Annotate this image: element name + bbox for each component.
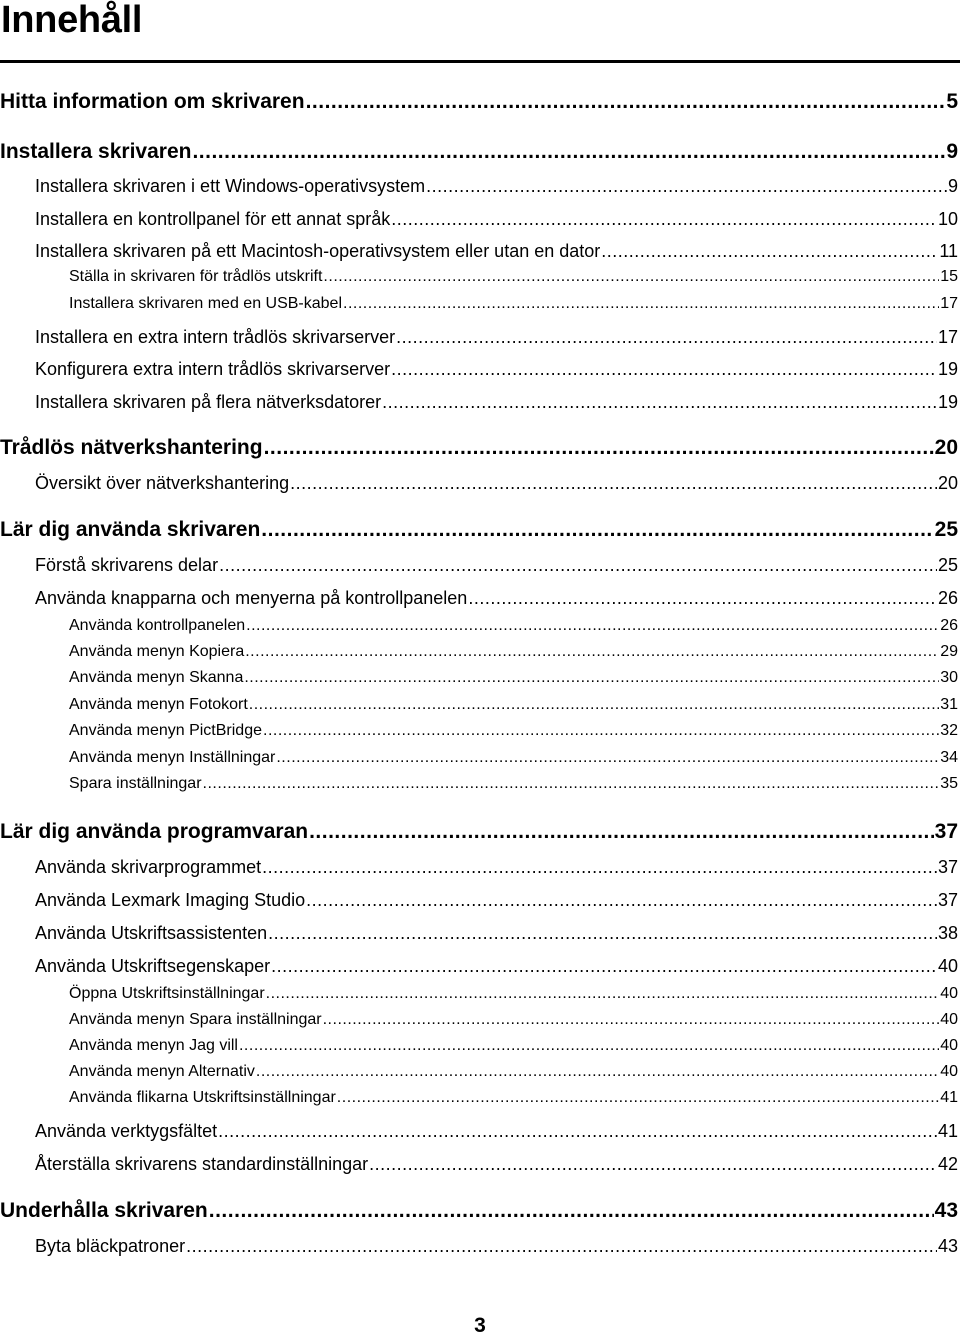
toc-dot-leader — [203, 772, 940, 796]
toc-dot-leader — [256, 1060, 939, 1084]
toc-entry-level-3[interactable] — [69, 1060, 958, 1084]
toc-entry-level-1[interactable] — [0, 138, 958, 166]
toc-entry-level-2[interactable] — [35, 1151, 958, 1177]
toc-dot-leader — [245, 640, 939, 664]
toc-entry-level-2[interactable] — [35, 887, 958, 913]
toc-dot-leader — [186, 1233, 937, 1259]
toc-entry-level-2[interactable] — [35, 585, 958, 611]
toc-dot-leader — [266, 982, 940, 1006]
toc-dot-leader — [306, 88, 946, 116]
toc-entry-page-number: 20 — [934, 436, 958, 459]
toc-entry-level-2[interactable] — [35, 324, 958, 350]
toc-dot-leader — [261, 516, 933, 544]
toc-dot-leader — [244, 666, 939, 690]
toc-entry-title: Använda menyn Fotokort — [69, 696, 248, 713]
toc-entry-level-3[interactable] — [69, 614, 958, 638]
toc-dot-leader — [306, 887, 937, 913]
page-number: 3 — [474, 1314, 486, 1337]
toc-entry-level-3[interactable] — [69, 982, 958, 1006]
toc-dot-leader — [382, 389, 937, 415]
toc-dot-leader — [246, 614, 939, 638]
toc-dot-leader — [323, 265, 939, 289]
toc-dot-leader — [426, 173, 947, 199]
toc-dot-leader — [601, 238, 938, 264]
toc-entry-title: Använda menyn Kopiera — [69, 643, 245, 660]
toc-entry-title: Använda Lexmark Imaging Studio — [35, 890, 306, 910]
toc-entry-level-2[interactable] — [35, 552, 958, 578]
toc-dot-leader — [239, 1034, 939, 1058]
toc-entry-level-3[interactable] — [69, 1086, 958, 1110]
toc-entry-title: Använda verktygsfältet — [35, 1121, 218, 1141]
toc-entry-level-3[interactable] — [69, 265, 958, 289]
toc-entry-level-2[interactable] — [35, 238, 958, 264]
toc-entry-title: Översikt över nätverkshantering — [35, 473, 290, 493]
toc-entry-level-2[interactable] — [35, 206, 958, 232]
toc-entry-level-2[interactable] — [35, 173, 958, 199]
toc-entry-page-number: 26 — [937, 588, 958, 608]
toc-entry-title: Använda knapparna och menyerna på kontrollpanelen — [35, 588, 468, 608]
toc-entry-page-number: 42 — [937, 1154, 958, 1174]
toc-entry-title: Installera skrivaren på flera nätverksdatorer — [35, 392, 382, 412]
toc-entry-page-number: 40 — [940, 1011, 958, 1028]
toc-entry-page-number: 19 — [937, 359, 958, 379]
toc-entry-page-number: 40 — [937, 956, 958, 976]
toc-entry-title: Installera en extra intern trådlös skrivarserver — [35, 327, 396, 347]
toc-entry-level-2[interactable] — [35, 1233, 958, 1259]
toc-entry-page-number: 41 — [940, 1089, 958, 1106]
toc-dot-leader — [264, 434, 934, 462]
toc-entry-title: Använda kontrollpanelen — [69, 617, 246, 634]
toc-dot-leader — [468, 585, 937, 611]
toc-entry-level-1[interactable] — [0, 516, 958, 544]
toc-entry-page-number: 17 — [937, 327, 958, 347]
toc-entry-page-number: 37 — [937, 857, 958, 877]
toc-entry-title: Lär dig använda programvaran — [0, 820, 309, 843]
toc-entry-level-3[interactable] — [69, 1008, 958, 1032]
toc-entry-level-2[interactable] — [35, 356, 958, 382]
toc-entry-title: Lär dig använda skrivaren — [0, 518, 261, 541]
toc-entry-title: Återställa skrivarens standardinställningar — [35, 1154, 369, 1174]
toc-entry-level-1[interactable] — [0, 1197, 958, 1225]
toc-entry-level-1[interactable] — [0, 434, 958, 462]
toc-entry-page-number: 17 — [940, 295, 958, 312]
toc-dot-leader — [391, 356, 937, 382]
toc-entry-page-number: 43 — [937, 1236, 958, 1256]
toc-dot-leader — [249, 693, 939, 717]
toc-entry-level-3[interactable] — [69, 666, 958, 690]
page-title: Innehåll — [1, 0, 143, 41]
toc-entry-page-number: 5 — [946, 90, 958, 113]
toc-entry-page-number: 40 — [940, 985, 958, 1002]
toc-entry-page-number: 15 — [940, 268, 958, 285]
toc-entry-level-3[interactable] — [69, 640, 958, 664]
toc-dot-leader — [309, 818, 934, 846]
toc-entry-title: Installera en kontrollpanel för ett annat språk — [35, 209, 391, 229]
toc-entry-page-number: 19 — [937, 392, 958, 412]
toc-entry-page-number: 9 — [947, 176, 958, 196]
toc-entry-title: Underhålla skrivaren — [0, 1199, 208, 1222]
toc-dot-leader — [218, 1118, 937, 1144]
toc-dot-leader — [209, 1197, 934, 1225]
toc-entry-title: Förstå skrivarens delar — [35, 555, 219, 575]
toc-entry-page-number: 31 — [940, 696, 958, 713]
toc-entry-page-number: 9 — [946, 140, 958, 163]
toc-entry-level-2[interactable] — [35, 920, 958, 946]
toc-entry-title: Använda menyn Skanna — [69, 669, 244, 686]
toc-entry-level-2[interactable] — [35, 470, 958, 496]
toc-entry-level-3[interactable] — [69, 1034, 958, 1058]
toc-entry-page-number: 20 — [937, 473, 958, 493]
toc-entry-title: Använda menyn Spara inställningar — [69, 1011, 322, 1028]
toc-entry-title: Trådlös nätverkshantering — [0, 436, 263, 459]
toc-dot-leader — [391, 206, 937, 232]
toc-entry-title: Byta bläckpatroner — [35, 1236, 186, 1256]
toc-entry-title: Använda menyn Inställningar — [69, 749, 276, 766]
toc-entry-title: Använda flikarna Utskriftsinställningar — [69, 1089, 336, 1106]
toc-entry-title: Installera skrivaren på ett Macintosh-operativsystem eller utan en dator — [35, 241, 601, 261]
toc-entry-level-3[interactable] — [69, 772, 958, 796]
toc-dot-leader — [343, 292, 939, 316]
toc-entry-title: Använda Utskriftsassistenten — [35, 923, 268, 943]
toc-entry-page-number: 34 — [940, 749, 958, 766]
toc-entry-level-3[interactable] — [69, 746, 958, 770]
toc-entry-title: Använda Utskriftsegenskaper — [35, 956, 271, 976]
toc-entry-title: Installera skrivaren med en USB-kabel — [69, 295, 343, 312]
toc-dot-leader — [268, 920, 937, 946]
toc-entry-page-number: 43 — [934, 1199, 958, 1222]
toc-entry-page-number: 37 — [937, 890, 958, 910]
toc-entry-title: Öppna Utskriftsinställningar — [69, 985, 265, 1002]
toc-dot-leader — [396, 324, 937, 350]
toc-entry-level-1[interactable] — [0, 818, 958, 846]
toc-dot-leader — [263, 719, 939, 743]
toc-entry-page-number: 25 — [934, 518, 958, 541]
toc-entry-level-1[interactable] — [0, 88, 958, 116]
toc-entry-title: Använda menyn Jag vill — [69, 1037, 238, 1054]
toc-dot-leader — [192, 138, 945, 166]
toc-entry-level-2[interactable] — [35, 389, 958, 415]
toc-entry-title: Konfigurera extra intern trådlös skrivarserver — [35, 359, 391, 379]
toc-entry-level-2[interactable] — [35, 1118, 958, 1144]
toc-entry-level-2[interactable] — [35, 953, 958, 979]
toc-entry-title: Installera skrivaren — [0, 140, 192, 163]
toc-entry-page-number: 26 — [940, 617, 958, 634]
toc-dot-leader — [323, 1008, 940, 1032]
toc-entry-page-number: 40 — [940, 1037, 958, 1054]
toc-dot-leader — [290, 470, 937, 496]
toc-entry-level-3[interactable] — [69, 292, 958, 316]
toc-entry-title: Ställa in skrivaren för trådlös utskrift — [69, 268, 323, 285]
toc-entry-page-number: 41 — [937, 1121, 958, 1141]
toc-dot-leader — [369, 1151, 937, 1177]
toc-entry-title: Använda skrivarprogrammet — [35, 857, 262, 877]
toc-entry-page-number: 29 — [940, 643, 958, 660]
toc-entry-level-3[interactable] — [69, 719, 958, 743]
toc-entry-page-number: 25 — [937, 555, 958, 575]
toc-entry-page-number: 35 — [940, 775, 958, 792]
toc-dot-leader — [337, 1086, 939, 1110]
toc-entry-title: Spara inställningar — [69, 775, 202, 792]
toc-entry-page-number: 11 — [939, 241, 958, 261]
toc-entry-level-2[interactable] — [35, 854, 958, 880]
toc-entry-page-number: 38 — [937, 923, 958, 943]
toc-entry-title: Använda menyn PictBridge — [69, 722, 262, 739]
toc-entry-title: Installera skrivaren i ett Windows-operativsystem — [35, 176, 426, 196]
toc-entry-title: Använda menyn Alternativ — [69, 1063, 255, 1080]
toc-entry-page-number: 37 — [934, 820, 958, 843]
toc-entry-title: Hitta information om skrivaren — [0, 90, 305, 113]
toc-entry-level-3[interactable] — [69, 693, 958, 717]
toc-entry-page-number: 40 — [940, 1063, 958, 1080]
toc-dot-leader — [262, 854, 937, 880]
toc-dot-leader — [276, 746, 939, 770]
toc-dot-leader — [219, 552, 937, 578]
toc-entry-page-number: 32 — [940, 722, 958, 739]
toc-dot-leader — [271, 953, 937, 979]
toc-entry-page-number: 10 — [937, 209, 958, 229]
toc-entry-page-number: 30 — [940, 669, 958, 686]
